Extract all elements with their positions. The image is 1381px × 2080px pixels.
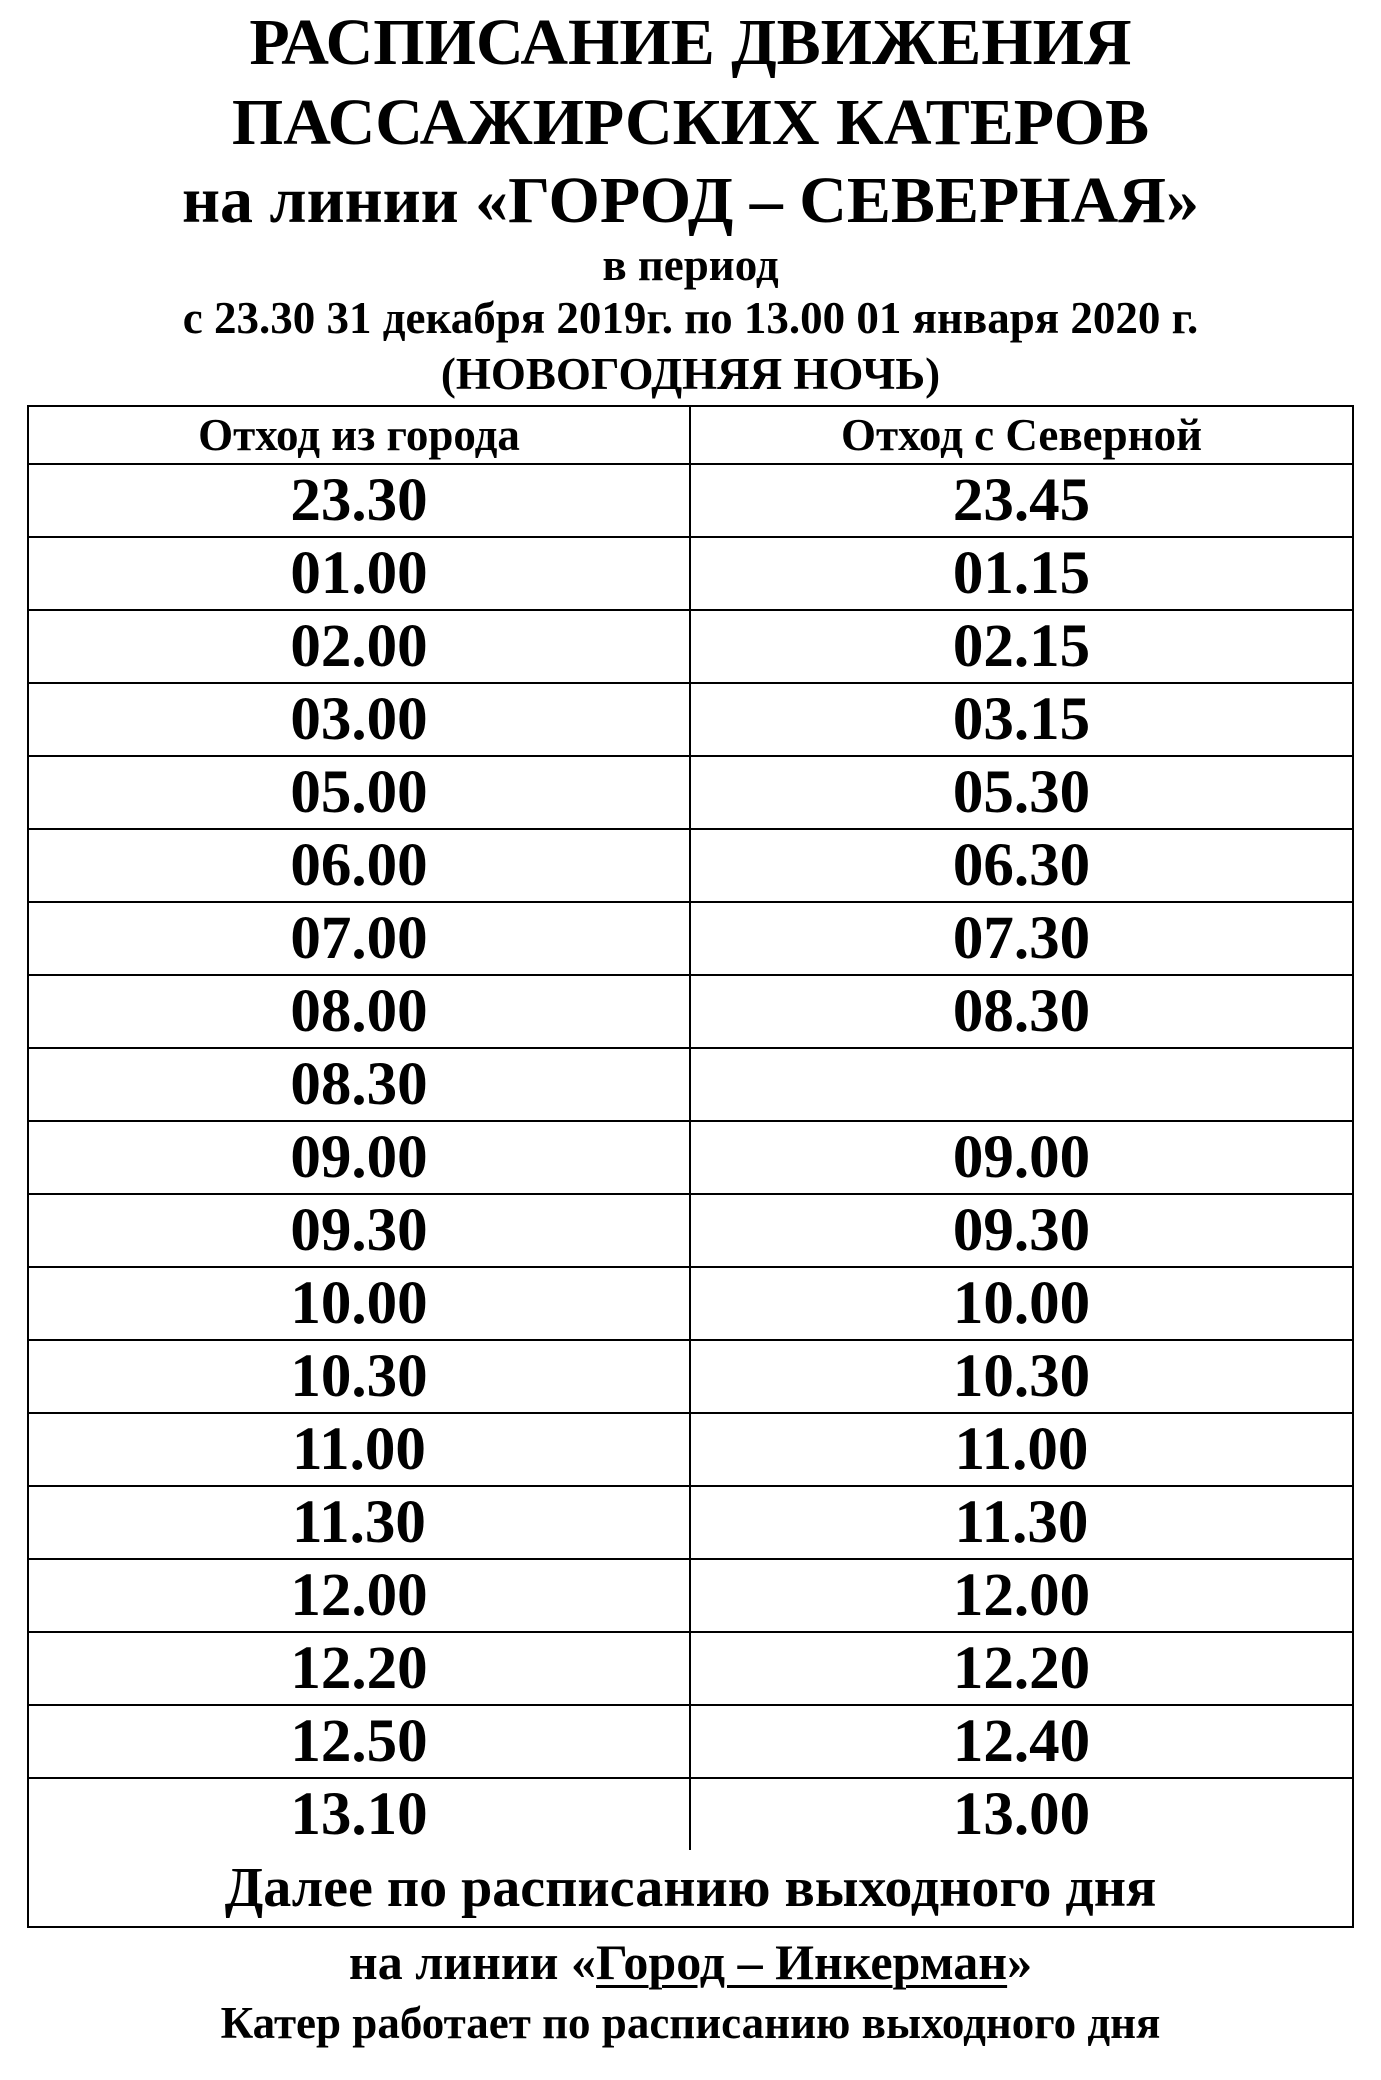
- departure-from-city: 07.00: [28, 902, 690, 975]
- table-row: [28, 464, 1353, 537]
- table-row: [28, 902, 1353, 975]
- departure-from-severnaya: 08.30: [690, 975, 1353, 1048]
- departure-from-severnaya: 06.30: [690, 829, 1353, 902]
- departure-from-severnaya: 11.00: [690, 1413, 1353, 1486]
- departure-from-severnaya: 03.15: [690, 683, 1353, 756]
- departure-from-severnaya: 10.30: [690, 1340, 1353, 1413]
- table-footer-row: [28, 1850, 1353, 1927]
- second-route-name: Город – Инкерман: [596, 1934, 1008, 1990]
- second-route-prefix: на линии «: [348, 1934, 596, 1990]
- period-label: в период: [602, 240, 779, 290]
- departure-from-severnaya: 07.30: [690, 902, 1353, 975]
- departure-from-city: 05.00: [28, 756, 690, 829]
- departure-from-city: 12.50: [28, 1705, 690, 1778]
- departure-from-city: 13.10: [28, 1778, 690, 1850]
- departure-from-city: 12.20: [28, 1632, 690, 1705]
- departure-from-severnaya: [690, 1048, 1353, 1121]
- departure-from-severnaya: 23.45: [690, 464, 1353, 537]
- second-route-line: [0, 1932, 1381, 1992]
- route-title: на линии «ГОРОД – СЕВЕРНАЯ»: [182, 164, 1199, 237]
- table-row: [28, 975, 1353, 1048]
- table-row: [28, 1486, 1353, 1559]
- departure-from-city: 06.00: [28, 829, 690, 902]
- table-row: [28, 756, 1353, 829]
- title-line-1: РАСПИСАНИЕ ДВИЖЕНИЯ: [249, 6, 1132, 79]
- departure-from-severnaya: 12.20: [690, 1632, 1353, 1705]
- departure-from-severnaya: 01.15: [690, 537, 1353, 610]
- departure-from-severnaya: 12.00: [690, 1559, 1353, 1632]
- table-row: [28, 1632, 1353, 1705]
- column-header-from-severnaya: Отход с Северной: [690, 406, 1353, 464]
- table-row: [28, 829, 1353, 902]
- table-row: [28, 1413, 1353, 1486]
- second-route-note: Катер работает по расписанию выходного дня: [220, 1998, 1161, 2048]
- departure-from-city: 11.00: [28, 1413, 690, 1486]
- departure-from-city: 11.30: [28, 1486, 690, 1559]
- second-route-suffix: »: [1007, 1934, 1033, 1990]
- departure-from-severnaya: 10.00: [690, 1267, 1353, 1340]
- table-row: [28, 610, 1353, 683]
- table-row: [28, 1559, 1353, 1632]
- table-row: [28, 1705, 1353, 1778]
- departure-from-city: 09.30: [28, 1194, 690, 1267]
- departure-from-city: 12.00: [28, 1559, 690, 1632]
- departure-from-city: 10.30: [28, 1340, 690, 1413]
- table-row: [28, 537, 1353, 610]
- table-row: [28, 1340, 1353, 1413]
- table-row: [28, 683, 1353, 756]
- period-range: с 23.30 31 декабря 2019г. по 13.00 01 января 2020 г.: [182, 293, 1199, 343]
- departure-from-severnaya: 11.30: [690, 1486, 1353, 1559]
- departure-from-city: 10.00: [28, 1267, 690, 1340]
- table-row: [28, 1267, 1353, 1340]
- table-footer-note: Далее по расписанию выходного дня: [28, 1850, 1353, 1927]
- departure-from-severnaya: 13.00: [690, 1778, 1353, 1850]
- table-body: [28, 464, 1353, 1927]
- title-line-2: ПАССАЖИРСКИХ КАТЕРОВ: [231, 86, 1150, 159]
- column-header-from-city: Отход из города: [28, 406, 690, 464]
- table-row: [28, 1048, 1353, 1121]
- departure-from-severnaya: 09.00: [690, 1121, 1353, 1194]
- departure-from-city: 08.00: [28, 975, 690, 1048]
- departure-table: [27, 405, 1354, 1928]
- departure-from-city: 08.30: [28, 1048, 690, 1121]
- table-row: [28, 1121, 1353, 1194]
- departure-from-city: 03.00: [28, 683, 690, 756]
- table-row: [28, 1778, 1353, 1850]
- departure-from-severnaya: 02.15: [690, 610, 1353, 683]
- departure-from-city: 02.00: [28, 610, 690, 683]
- table-header-row: [28, 406, 1353, 464]
- departure-from-severnaya: 12.40: [690, 1705, 1353, 1778]
- period-note: (НОВОГОДНЯЯ НОЧЬ): [440, 349, 941, 399]
- departure-from-severnaya: 09.30: [690, 1194, 1353, 1267]
- departure-from-severnaya: 05.30: [690, 756, 1353, 829]
- departure-from-city: 09.00: [28, 1121, 690, 1194]
- departure-from-city: 23.30: [28, 464, 690, 537]
- table-row: [28, 1194, 1353, 1267]
- departure-from-city: 01.00: [28, 537, 690, 610]
